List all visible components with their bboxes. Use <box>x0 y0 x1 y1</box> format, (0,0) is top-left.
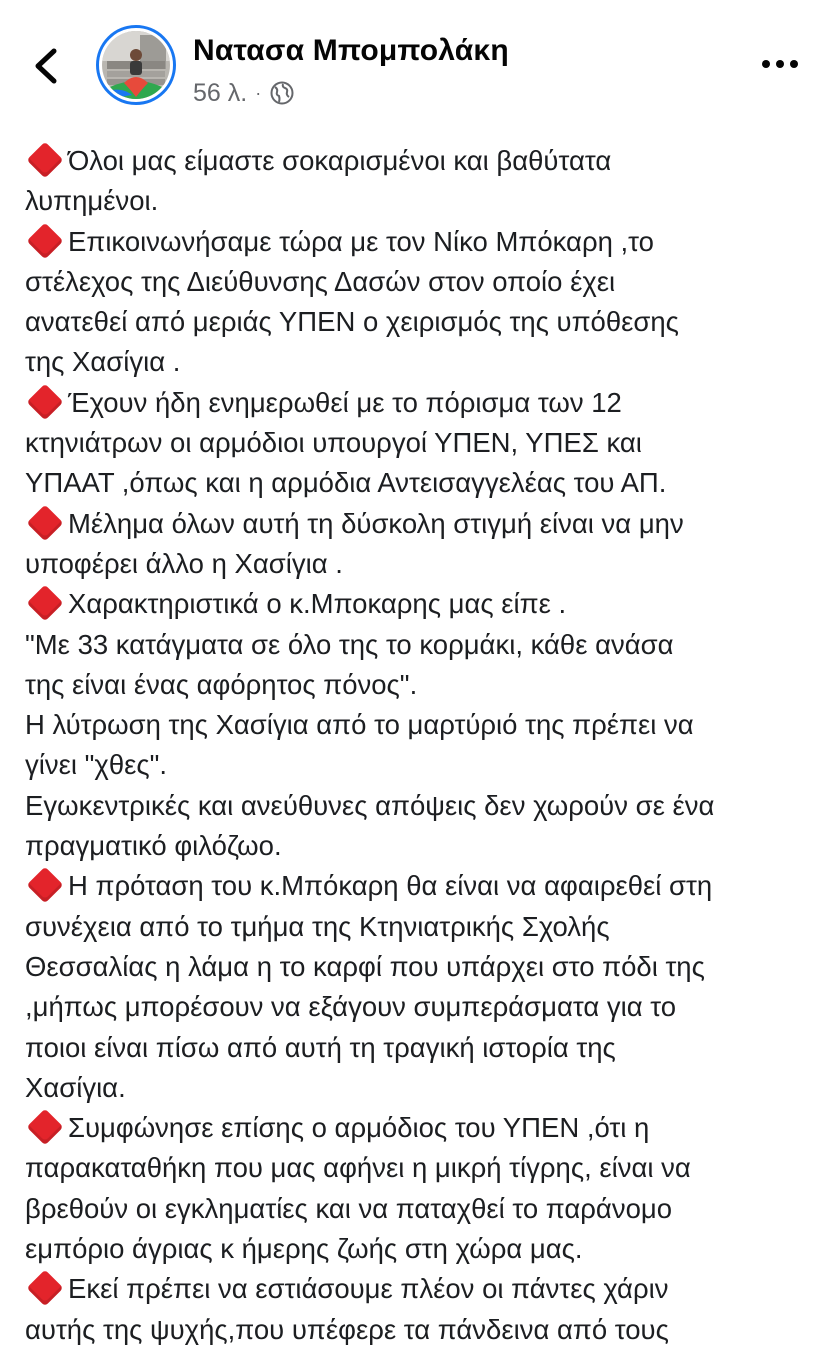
post-text: ανατεθεί από μεριάς ΥΠΕΝ ο χειρισμός της υπόθεσης <box>25 306 679 338</box>
red-diamond-icon <box>27 1270 64 1307</box>
post-text: εμπόριο άγριας κ ήμερης ζωής στη χώρα μας. <box>25 1233 583 1265</box>
chevron-left-icon[interactable] <box>30 46 64 86</box>
post-text: ποιοι είναι πίσω από αυτή τη τραγική ιστορία της <box>25 1031 616 1063</box>
post-text: λυπημένοι. <box>25 185 159 217</box>
post-text: Εκεί πρέπει να εστιάσουμε πλέον οι πάντες χάριν <box>68 1273 669 1305</box>
post-text-line <box>25 705 815 745</box>
post-text: Εγωκεντρικές και ανεύθυνες απόψεις δεν χωρούν σε ένα <box>25 789 715 821</box>
red-diamond-icon <box>27 867 64 904</box>
post-text-line <box>25 1028 815 1068</box>
author-name[interactable]: Νατασα Μπομπολάκη <box>193 34 509 67</box>
post-text: Χαρακτηριστικά ο κ.Μποκαρης μας είπε . <box>68 588 567 620</box>
post-text: ΥΠΑΑΤ ,όπως και η αρμόδια Αντεισαγγελέας του ΑΠ. <box>25 467 667 499</box>
post-text-line <box>25 866 815 906</box>
meta-separator: · <box>255 82 262 103</box>
post-text-line <box>25 665 815 705</box>
post-text-line <box>25 1269 815 1309</box>
post-text: Μέλημα όλων αυτή τη δύσκολη στιγμή είναι να μην <box>68 507 684 539</box>
post-text-line <box>25 987 815 1027</box>
post-text-line <box>25 423 815 463</box>
post-text-line <box>25 1189 815 1229</box>
post-header <box>0 0 828 120</box>
post-text-line <box>25 907 815 947</box>
red-diamond-icon <box>27 504 64 541</box>
post-text-line <box>25 1310 815 1350</box>
red-diamond-icon <box>27 383 64 420</box>
post-text-line <box>25 504 815 544</box>
post-text-line <box>25 544 815 584</box>
post-text: Συμφώνησε επίσης ο αρμόδιος του ΥΠΕΝ ,ότι η <box>68 1112 650 1144</box>
post-text: γίνει "χθες". <box>25 749 168 781</box>
post-text: στέλεχος της Διεύθυνσης Δασών στον οποίο έχει <box>25 265 616 297</box>
post-text: Όλοι μας είμαστε σοκαρισμένοι και βαθύτατα <box>68 145 612 176</box>
post-text-line <box>25 1148 815 1188</box>
post-text: παρακαταθήκη που μας αφήνει η μικρή τίγρης, είναι να <box>25 1152 691 1184</box>
post-text-line <box>25 302 815 342</box>
post-text: της Χασίγια . <box>25 346 181 378</box>
post-text: "Με 33 κατάγματα σε όλο της το κορμάκι, κάθε ανάσα <box>25 628 674 660</box>
post-text-line <box>25 947 815 987</box>
red-diamond-icon <box>27 222 64 259</box>
post-text-line <box>25 625 815 665</box>
red-diamond-icon <box>27 142 64 179</box>
post-text-line <box>25 1229 815 1269</box>
post-text-line <box>25 383 815 423</box>
post-text-line <box>25 584 815 624</box>
post-text: κτηνιάτρων οι αρμόδιοι υπουργοί ΥΠΕΝ, ΥΠΕΣ και <box>25 427 642 459</box>
post-text-line <box>25 745 815 785</box>
post-text-line <box>25 141 815 181</box>
post-text: Επικοινωνήσαμε τώρα με τον Νίκο Μπόκαρη ,το <box>68 225 654 257</box>
avatar-photo <box>102 31 170 99</box>
post-text-line <box>25 181 815 221</box>
post-text: ,μήπως μπορέσουν να εξάγουν συμπεράσματα για το <box>25 991 677 1023</box>
post-text-line <box>25 786 815 826</box>
post-text: Έχουν ήδη ενημερωθεί με το πόρισμα των 12 <box>68 386 622 418</box>
globe-icon[interactable] <box>270 81 294 105</box>
post-text: Η πρόταση του κ.Μπόκαρη θα είναι να αφαιρεθεί στη <box>68 870 713 902</box>
post-text: Η λύτρωση της Χασίγια από το μαρτύριό της πρέπει να <box>25 709 694 741</box>
post-text: Θεσσαλίας η λάμα η το καρφί που υπάρχει στο πόδι της <box>25 950 705 982</box>
post-meta <box>193 77 294 109</box>
post-text-line <box>25 1068 815 1108</box>
post-text-line <box>25 342 815 382</box>
post-text: της είναι ένας αφόρητος πόνος". <box>25 668 418 700</box>
post-text-line <box>25 463 815 503</box>
red-diamond-icon <box>27 1109 64 1146</box>
post-text: Χασίγια. <box>25 1071 126 1103</box>
post-timestamp[interactable]: 56 λ. <box>193 78 248 107</box>
post-text: αυτής της ψυχής,που υπέφερε τα πάνδεινα από τους <box>25 1313 669 1345</box>
post-text-line <box>25 826 815 866</box>
post-text: υποφέρει άλλο η Χασίγια . <box>25 547 343 579</box>
post-text: συνέχεια από το τμήμα της Κτηνιατρικής Σχολής <box>25 910 610 942</box>
post-text-line <box>25 222 815 262</box>
post-text-line <box>25 262 815 302</box>
avatar[interactable] <box>96 25 176 105</box>
more-horizontal-icon[interactable] <box>760 52 800 76</box>
post-text: βρεθούν οι εγκληματίες και να παταχθεί το παράνομο <box>25 1192 673 1224</box>
post-text: πραγματικό φιλόζωο. <box>25 830 282 862</box>
post-text-line <box>25 1108 815 1148</box>
red-diamond-icon <box>27 585 64 622</box>
post-body <box>25 141 815 1350</box>
